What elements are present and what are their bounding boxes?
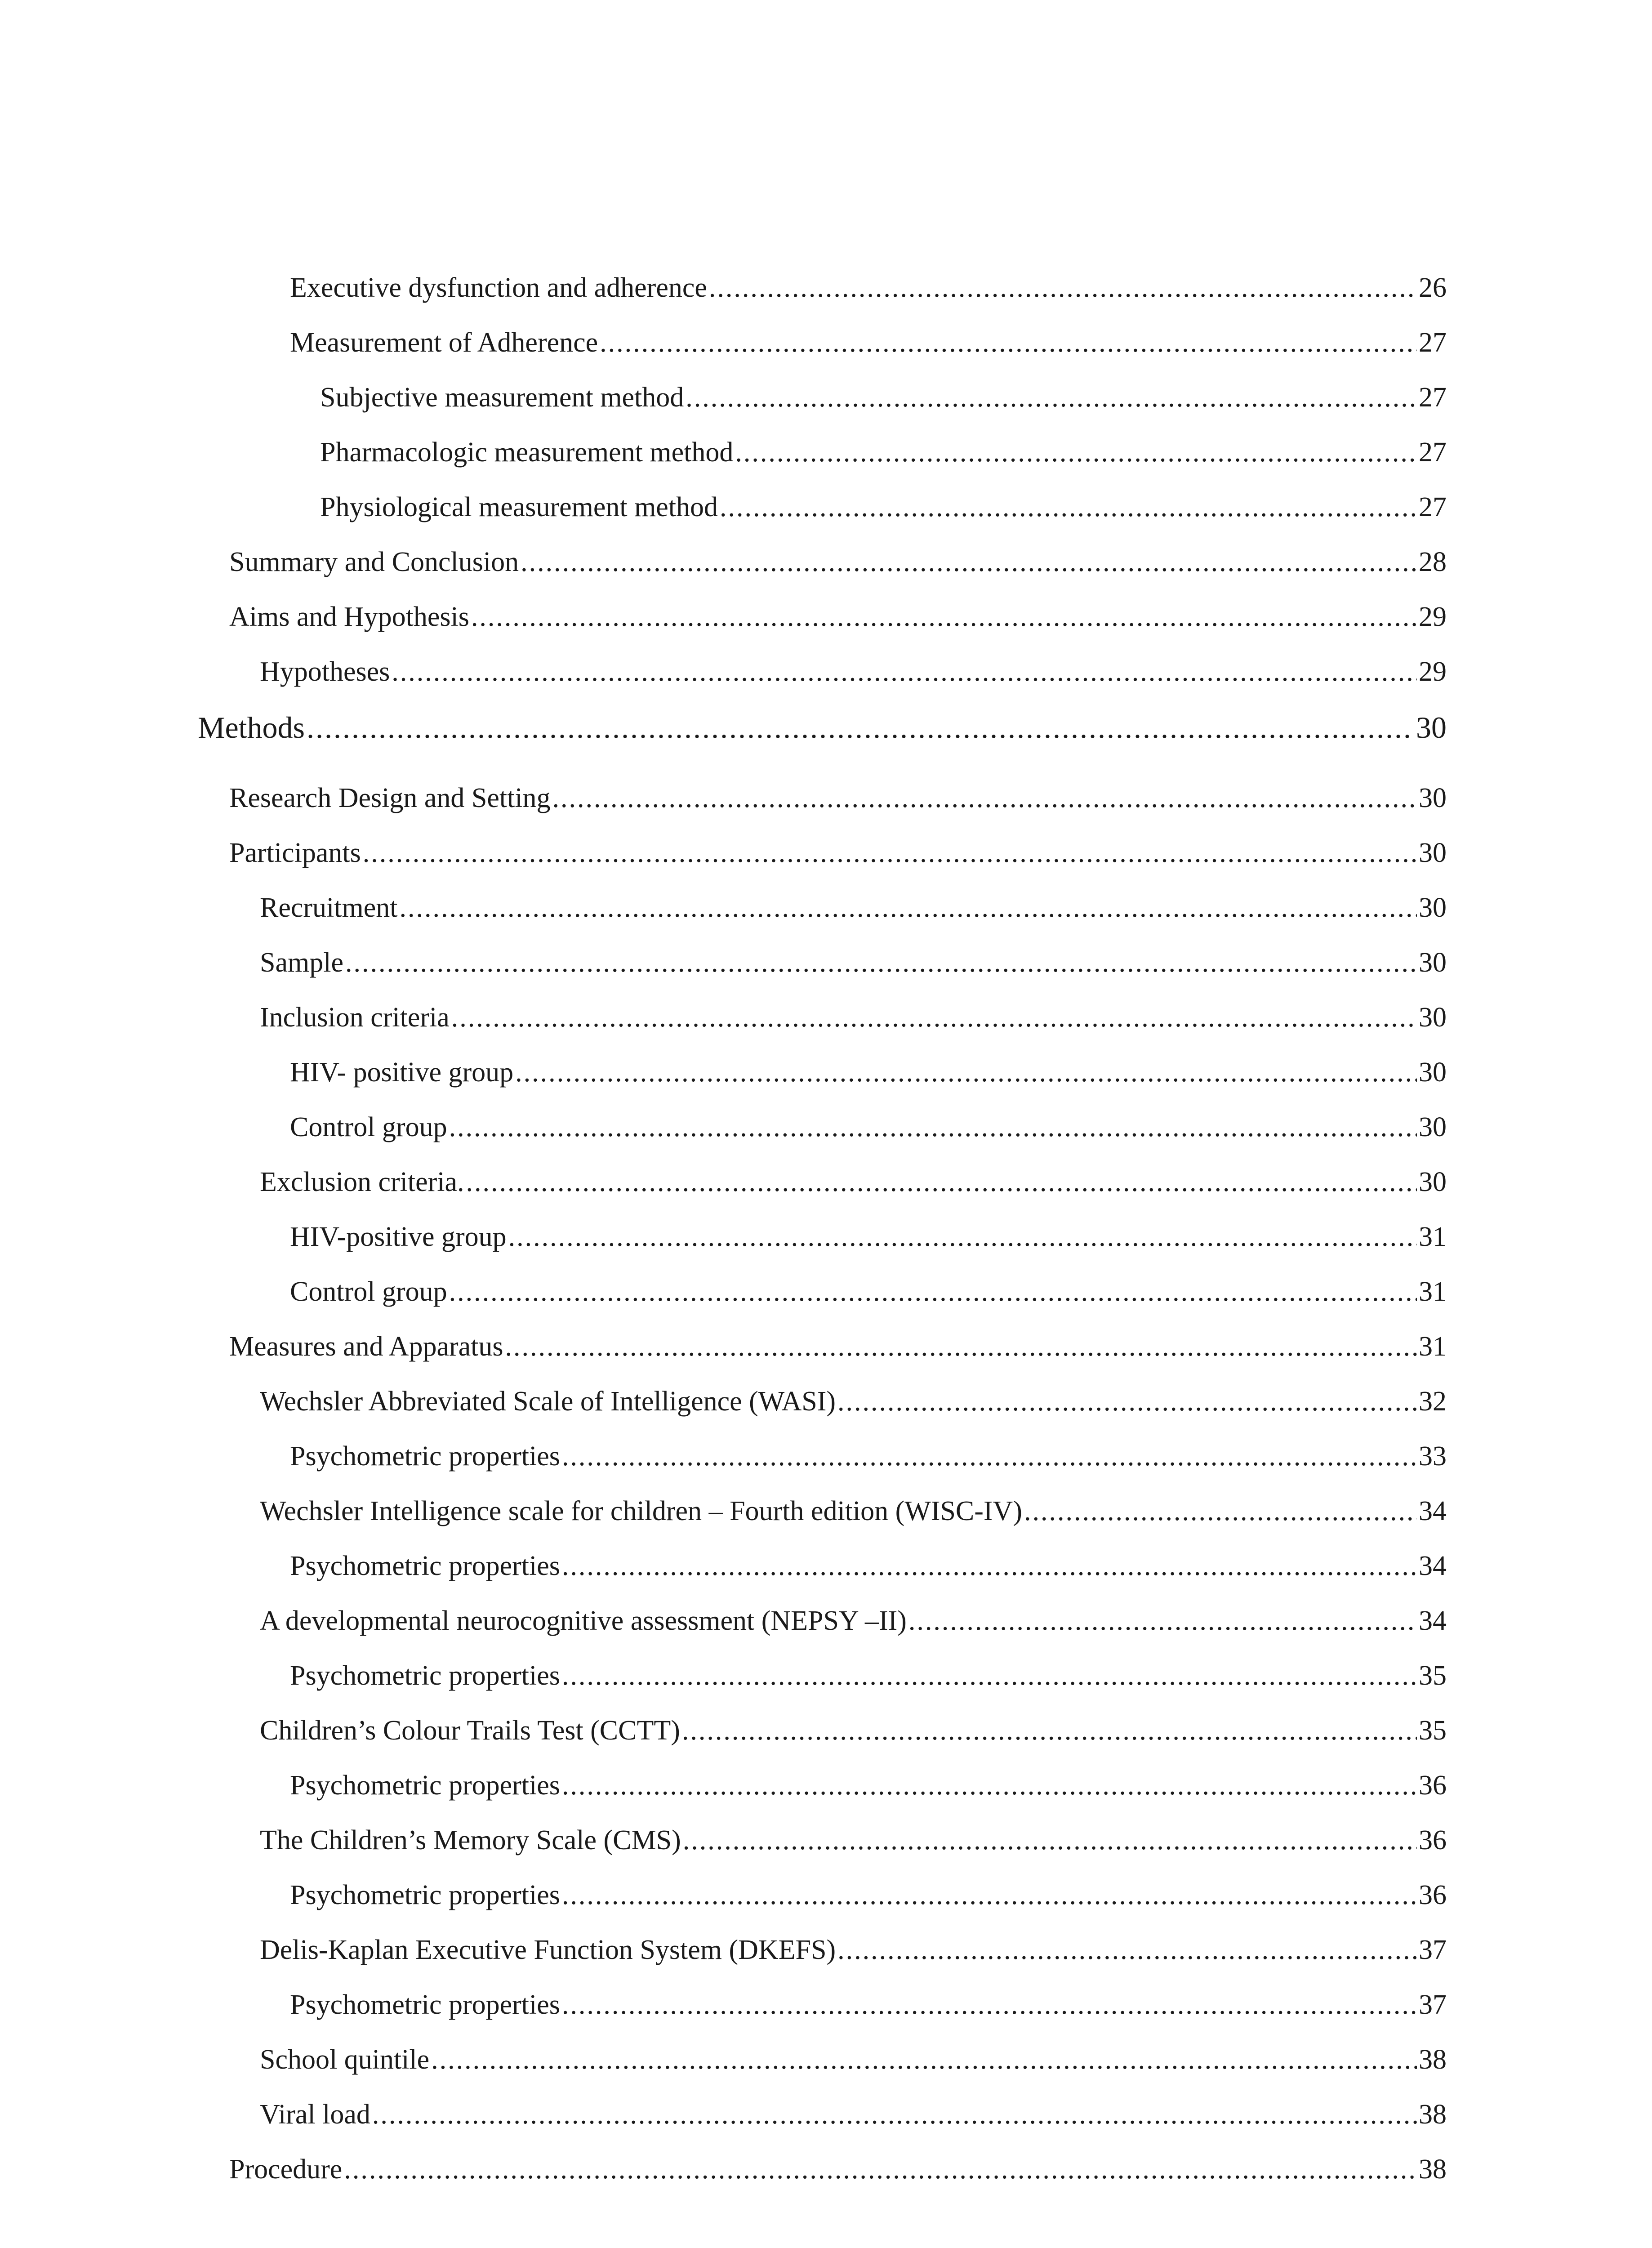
toc-entry <box>290 1877 1447 1913</box>
toc-entry-title: A developmental neurocognitive assessment (NEPSY –II) <box>260 1606 907 1636</box>
toc-entry-page-number: 34 <box>1419 1551 1447 1581</box>
toc-entry <box>260 1932 1447 1968</box>
toc-entry <box>290 1987 1447 2023</box>
toc-entry <box>290 1219 1447 1255</box>
toc-dot-leader <box>1024 1493 1417 1529</box>
toc-entry-page-number: 35 <box>1419 1660 1447 1691</box>
toc-dot-leader <box>562 1658 1417 1694</box>
toc-dot-leader <box>466 1164 1417 1200</box>
toc-entry <box>290 1438 1447 1474</box>
toc-entry-page-number: 27 <box>1419 492 1447 522</box>
toc-entry-title: Aims and Hypothesis <box>229 602 469 632</box>
toc-dot-leader <box>600 325 1417 361</box>
toc-entry-title: Research Design and Setting <box>229 783 551 813</box>
toc-entry-title: Psychometric properties <box>290 1551 560 1581</box>
toc-entry-title: Pharmacologic measurement method <box>320 437 734 468</box>
toc-dot-leader <box>508 1219 1417 1255</box>
toc-entry-title: Psychometric properties <box>290 1880 560 1910</box>
toc-entry-page-number: 28 <box>1419 547 1447 577</box>
toc-dot-leader <box>683 1822 1417 1858</box>
toc-entry-page-number: 37 <box>1419 1935 1447 1965</box>
toc-entry-page-number: 30 <box>1419 1057 1447 1088</box>
toc-entry-title: Procedure <box>229 2154 343 2185</box>
toc-entry <box>260 1493 1447 1529</box>
toc-entry-title: Viral load <box>260 2099 370 2130</box>
toc-dot-leader <box>521 544 1417 580</box>
toc-entry <box>290 1548 1447 1584</box>
toc-entry <box>290 1054 1447 1090</box>
toc-dot-leader <box>344 2151 1417 2187</box>
toc-entry-page-number: 30 <box>1419 1002 1447 1033</box>
toc-entry-page-number: 29 <box>1419 602 1447 632</box>
toc-entry <box>290 325 1447 361</box>
toc-entry-page-number: 30 <box>1419 892 1447 923</box>
toc-entry <box>260 1383 1447 1419</box>
toc-dot-leader <box>908 1603 1417 1639</box>
toc-entry-page-number: 34 <box>1419 1606 1447 1636</box>
toc-dot-leader <box>399 890 1417 926</box>
toc-entry <box>290 1658 1447 1694</box>
toc-entry-page-number: 30 <box>1419 1112 1447 1142</box>
toc-entry-title: Executive dysfunction and adherence <box>290 272 707 303</box>
toc-entry-page-number: 30 <box>1419 783 1447 813</box>
toc-entry <box>229 835 1447 871</box>
toc-entry-page-number: 27 <box>1419 382 1447 413</box>
toc-entry-title: Wechsler Intelligence scale for children – Fourth edition (WISC-IV) <box>260 1496 1022 1526</box>
toc-entry <box>320 434 1447 470</box>
toc-dot-leader <box>363 835 1417 871</box>
toc-entry <box>229 780 1447 816</box>
toc-entry-page-number: 36 <box>1419 1825 1447 1855</box>
toc-entry <box>290 1767 1447 1803</box>
toc-entry-page-number: 38 <box>1419 2044 1447 2075</box>
toc-entry <box>290 1274 1447 1310</box>
toc-entry <box>260 1603 1447 1639</box>
toc-entry-title: Recruitment <box>260 892 398 923</box>
toc-entry-title: Participants <box>229 838 361 868</box>
toc-dot-leader <box>431 2042 1417 2078</box>
toc-entry <box>229 1329 1447 1365</box>
toc-entry-page-number: 31 <box>1419 1331 1447 1362</box>
toc-entry <box>198 709 1447 745</box>
toc-entry-title: Summary and Conclusion <box>229 547 519 577</box>
toc-entry-page-number: 37 <box>1419 1989 1447 2020</box>
toc-entry <box>290 270 1447 306</box>
toc-entry <box>260 999 1447 1035</box>
toc-dot-leader <box>682 1713 1417 1748</box>
toc-entry-title: Measures and Apparatus <box>229 1331 503 1362</box>
toc-dot-leader <box>562 1987 1417 2023</box>
toc-entry-page-number: 33 <box>1419 1441 1447 1472</box>
toc-entry-title: Sample <box>260 947 343 978</box>
toc-entry-page-number: 30 <box>1419 838 1447 868</box>
toc-entry-title: Methods <box>198 710 305 745</box>
toc-entry-page-number: 26 <box>1419 272 1447 303</box>
toc-entry-title: Psychometric properties <box>290 1770 560 1801</box>
toc-dot-leader <box>449 1274 1417 1310</box>
toc-entry-title: Psychometric properties <box>290 1441 560 1472</box>
toc-entry <box>260 890 1447 926</box>
toc-dot-leader <box>562 1438 1417 1474</box>
toc-dot-leader <box>562 1767 1417 1803</box>
toc-entry-title: Subjective measurement method <box>320 382 684 413</box>
toc-dot-leader <box>686 379 1417 415</box>
toc-entry <box>260 1822 1447 1858</box>
toc-entry <box>260 2042 1447 2078</box>
toc-dot-leader <box>562 1877 1417 1913</box>
toc-dot-leader <box>562 1548 1417 1584</box>
toc-dot-leader <box>735 434 1417 470</box>
toc-entry-title: Exclusion criteria. <box>260 1167 464 1197</box>
toc-entry-page-number: 32 <box>1419 1386 1447 1417</box>
toc-entry-title: Measurement of Adherence <box>290 327 598 358</box>
toc-entry-title: HIV- positive group <box>290 1057 514 1088</box>
toc-entry <box>290 1109 1447 1145</box>
toc-entry-title: Physiological measurement method <box>320 492 718 522</box>
toc-dot-leader <box>372 2096 1417 2132</box>
toc-entry-title: Psychometric properties <box>290 1660 560 1691</box>
toc-entry <box>320 489 1447 525</box>
toc-entry <box>260 2096 1447 2132</box>
toc-entry <box>260 945 1447 981</box>
toc-entry-page-number: 31 <box>1419 1276 1447 1307</box>
toc-entry-page-number: 27 <box>1419 437 1447 468</box>
toc-entry-page-number: 35 <box>1419 1715 1447 1746</box>
toc-entry-title: Delis-Kaplan Executive Function System (DKEFS) <box>260 1935 836 1965</box>
toc-entry-page-number: 31 <box>1419 1222 1447 1252</box>
toc-entry-page-number: 38 <box>1419 2099 1447 2130</box>
toc-entry-title: Inclusion criteria <box>260 1002 450 1033</box>
toc-entry-title: Psychometric properties <box>290 1989 560 2020</box>
toc-entry-title: Hypotheses <box>260 656 390 687</box>
toc-entry <box>229 544 1447 580</box>
toc-entry <box>260 1713 1447 1748</box>
toc-dot-leader <box>505 1329 1417 1365</box>
toc-entry-title: Control group <box>290 1276 447 1307</box>
toc-entry-title: Wechsler Abbreviated Scale of Intelligence (WASI) <box>260 1386 836 1417</box>
toc-dot-leader <box>345 945 1417 981</box>
toc-entry <box>229 599 1447 635</box>
toc-dot-leader <box>709 270 1417 306</box>
toc-entry-page-number: 36 <box>1419 1770 1447 1801</box>
toc-entry <box>320 379 1447 415</box>
toc-dot-leader <box>307 709 1414 745</box>
toc-entry-title: Control group <box>290 1112 447 1142</box>
toc-entry-page-number: 30 <box>1419 947 1447 978</box>
toc-dot-leader <box>515 1054 1417 1090</box>
toc-entry-title: The Children’s Memory Scale (CMS) <box>260 1825 681 1855</box>
toc-entry-page-number: 36 <box>1419 1880 1447 1910</box>
toc-entry-title: HIV-positive group <box>290 1222 507 1252</box>
toc-entry-page-number: 34 <box>1419 1496 1447 1526</box>
toc-entry-page-number: 38 <box>1419 2154 1447 2185</box>
toc-dot-leader <box>837 1932 1417 1968</box>
toc-entry-page-number: 30 <box>1419 1167 1447 1197</box>
toc-entry <box>229 2151 1447 2187</box>
toc-entry-title: School quintile <box>260 2044 430 2075</box>
toc-dot-leader <box>449 1109 1417 1145</box>
toc-entry <box>260 1164 1447 1200</box>
toc-entry-page-number: 30 <box>1416 710 1447 745</box>
toc-dot-leader <box>720 489 1417 525</box>
toc-dot-leader <box>552 780 1417 816</box>
toc-dot-leader <box>837 1383 1417 1419</box>
toc-entry-page-number: 27 <box>1419 327 1447 358</box>
toc-dot-leader <box>392 654 1417 690</box>
toc-entry-title: Children’s Colour Trails Test (CCTT) <box>260 1715 680 1746</box>
toc-dot-leader <box>451 999 1417 1035</box>
toc-entry <box>260 654 1447 690</box>
toc-dot-leader <box>471 599 1417 635</box>
toc-entry-page-number: 29 <box>1419 656 1447 687</box>
